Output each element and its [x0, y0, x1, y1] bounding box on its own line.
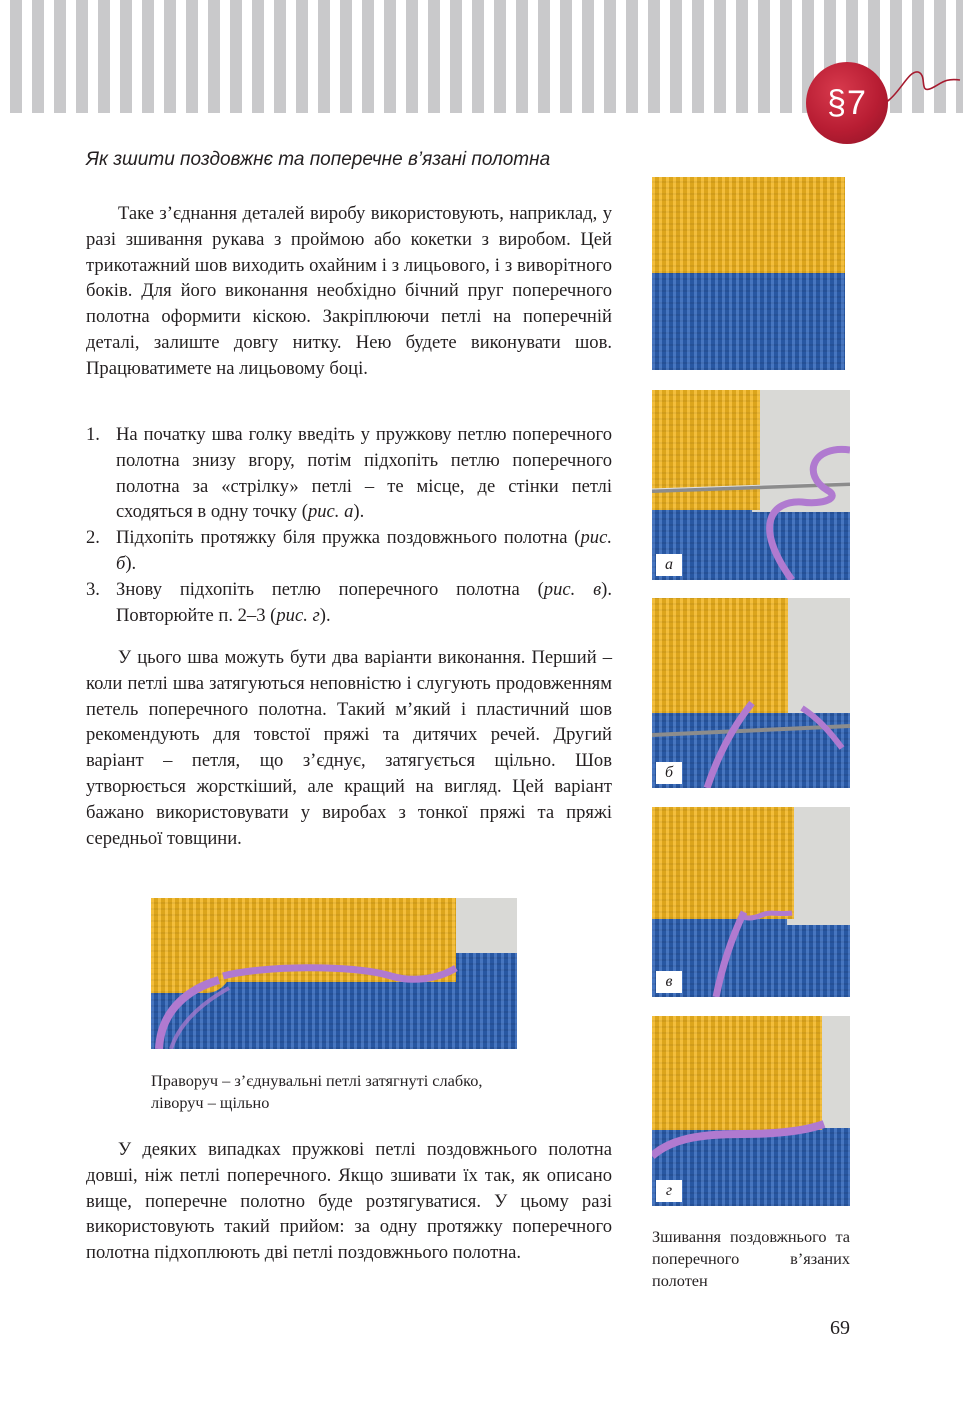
step-text: Підхопіть протяжку біля пружка поздовжнього полотна ( — [116, 527, 581, 549]
figure-label: б — [656, 762, 682, 784]
main-seam-photo — [151, 898, 517, 1049]
side-photo-v — [652, 807, 850, 997]
paragraph-intro — [86, 201, 612, 382]
section-badge — [806, 62, 888, 144]
step-text: Знову підхопіть петлю поперечного полотна ( — [116, 578, 544, 600]
steps-list — [86, 422, 612, 628]
paragraph-text: У деяких випадках пружкові петлі поздовжнього полотна довші, ніж петлі поперечного. Якщо зшивати їх так, як описано вище, поперечне полотно буде розтягуватися. У цьому разі використовують такий прийом: за одну протяжку поперечного полотна підхоплюють дві петлі поздовжнього полотна. — [86, 1139, 612, 1264]
step-number: 1. — [86, 424, 100, 445]
section-number: §7 — [827, 83, 867, 122]
list-item — [86, 525, 612, 577]
figure-label: а — [656, 554, 682, 576]
step-text-end: ). — [353, 501, 365, 523]
figure-label: в — [656, 971, 682, 993]
paragraph-text: Таке з’єднання деталей виробу використовують, наприклад, у разі зшивання рукава з проймою або кокетки з виробом. Цей трикотажний шов виходить охайним і з лицьового, і з виворітного боків. Для його виконання необхідно бічний пруг поперечного полотна оформити кіскою. Закріплюючи петлі на поперечній деталі, залиште довгу нитку. Нею будете виконувати шов. Працюватимете на лицьовому боці. — [86, 203, 612, 379]
figure-ref: рис. б — [116, 527, 612, 574]
main-photo-caption: Праворуч – з’єднувальні петлі затягнуті слабко, ліворуч – щільно — [151, 1071, 483, 1112]
paragraph-text: У цього шва можуть бути два варіанти виконання. Перший – коли петлі шва затягуються неповністю і слугують продовженням петель поперечного полотна. Такий м’який і пластичний шов рекомендують для товстої пряжі та дитячих речей. Другий варіант – петля, що з’єднує, затягується щільно. Шов утворюється жорсткіший, але кращий на вигляд. Цей варіант бажано використовувати у виробах з тонкої пряжі та пряжі середньої товщини. — [86, 647, 612, 849]
step-text: На початку шва голку введіть у пружкову петлю поперечного полотна знизу вгору, потім підхопіть петлю поперечного полотна за «стрілку» петлі – те місце, де стінки петлі сходяться в одну точку ( — [116, 424, 612, 523]
figure-ref: рис. в — [543, 578, 602, 600]
step-text-end: ). — [319, 604, 331, 626]
side-photo-top — [652, 177, 845, 370]
section-badge-area — [790, 50, 963, 150]
step-text-end: ). — [125, 552, 137, 574]
side-photo-g — [652, 1016, 850, 1206]
section-heading: Як зшити поздовжнє та поперечне в’язані полотна — [86, 149, 551, 170]
step-text-mid: ). Повторюйте п. 2–3 ( — [116, 578, 612, 626]
figure-ref: рис. а — [307, 501, 354, 523]
list-item — [86, 422, 612, 525]
page-number: 69 — [830, 1317, 850, 1339]
figure-ref: рис. г — [276, 604, 320, 626]
side-photo-a — [652, 390, 850, 580]
list-item — [86, 577, 612, 629]
paragraph-long-loops — [86, 1137, 612, 1266]
side-photo-b — [652, 598, 850, 788]
paragraph-variants — [86, 645, 612, 851]
figure-label: г — [656, 1180, 682, 1202]
step-number: 2. — [86, 527, 100, 549]
side-photos-caption: Зшивання поздовжнього та поперечного в’язаних полотен — [652, 1227, 850, 1290]
step-number: 3. — [86, 578, 100, 600]
